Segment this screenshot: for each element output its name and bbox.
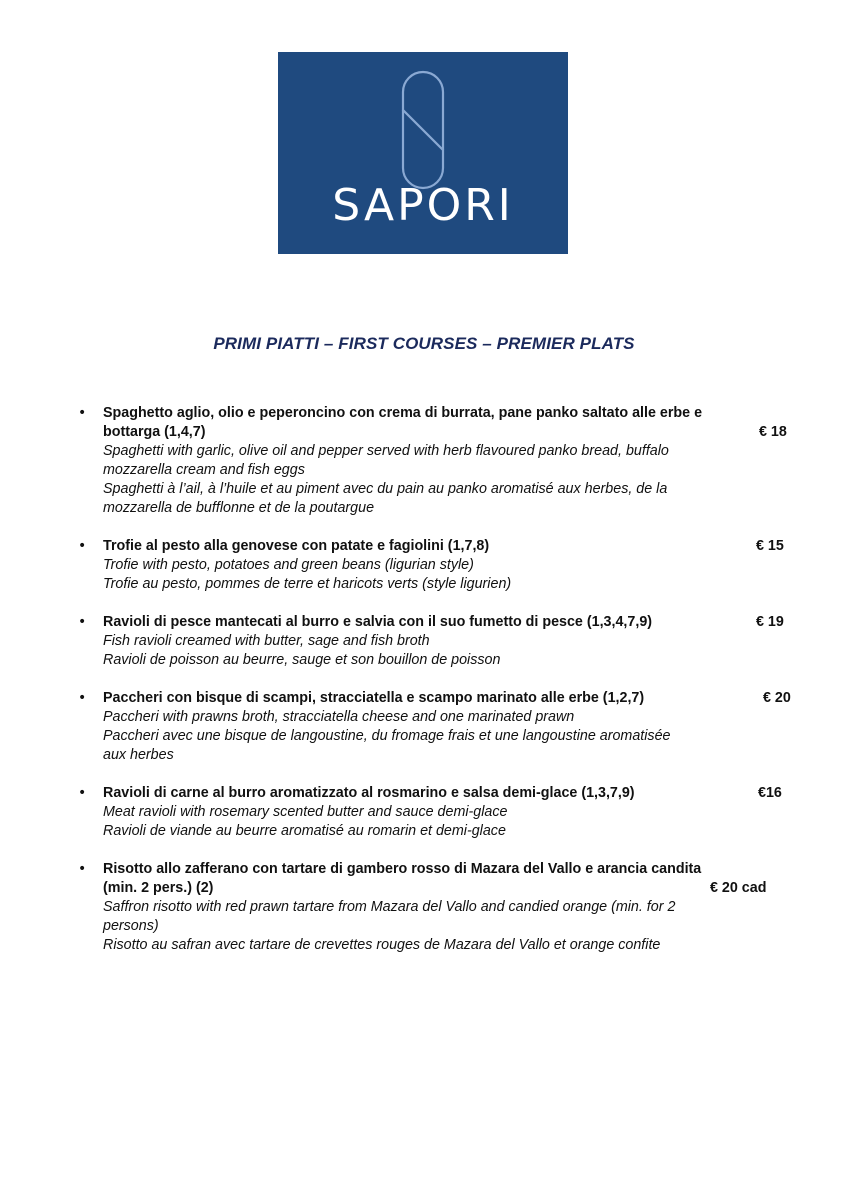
dish-name: Trofie al pesto alla genovese con patate e fagiolini (1,7,8) € 15 (103, 538, 784, 554)
dish-english: Saffron risotto with red prawn tartare from Mazara del Vallo and candied orange (min. for 2 (103, 899, 676, 915)
dish-price: €16 (758, 785, 782, 801)
dish-french: Spaghetti à l’ail, à l’huile et au piment avec du pain au panko aromatisé aux herbes, de la (103, 481, 668, 497)
dish-french: Ravioli de viande au beurre aromatisé au romarin et demi-glace (103, 823, 506, 839)
dish-name: Risotto allo zafferano con tartare di gambero rosso di Mazara del Vallo e arancia candita (103, 861, 702, 877)
bullet-icon: • (78, 690, 87, 706)
dish-english: Trofie with pesto, potatoes and green beans (ligurian style) (103, 557, 474, 573)
bullet-icon: • (78, 538, 87, 554)
dish-english: Meat ravioli with rosemary scented butter and sauce demi-glace (103, 804, 508, 820)
dish-price: € 15 (756, 538, 784, 554)
dish-french: Paccheri avec une bisque de langoustine, du fromage frais et une langoustine aromatisée (103, 728, 671, 744)
dish-english: Paccheri with prawns broth, stracciatella cheese and one marinated prawn (103, 709, 575, 725)
dish-price: € 18 (759, 424, 787, 440)
dish-price: € 19 (756, 614, 784, 630)
menu-item (0, 404, 848, 518)
brand-name: SAPORI (332, 180, 514, 231)
bullet-icon: • (78, 614, 87, 630)
dish-french: Trofie au pesto, pommes de terre et haricots verts (style ligurien) (103, 576, 512, 592)
dish-price: € 20 (763, 690, 791, 706)
bullet-icon: • (78, 861, 87, 877)
dish-english: Spaghetti with garlic, olive oil and pepper served with herb flavoured panko bread, buffalo (103, 443, 669, 459)
dish-french: Risotto au safran avec tartare de crevettes rouges de Mazara del Vallo et orange confite (103, 937, 661, 953)
dish-french: Ravioli de poisson au beurre, sauge et son bouillon de poisson (103, 652, 501, 668)
menu-item (0, 689, 848, 765)
dish-french: mozzarella de bufflonne et de la poutargue (103, 500, 375, 516)
menu-list (0, 404, 848, 974)
menu-item (0, 613, 848, 670)
logo (278, 52, 568, 254)
bullet-icon: • (78, 785, 87, 801)
dish-name: Ravioli di carne al burro aromatizzato al rosmarino e salsa demi-glace (1,3,7,9) €16 (103, 785, 782, 801)
menu-item (0, 784, 848, 841)
dish-english: Fish ravioli creamed with butter, sage and fish broth (103, 633, 430, 649)
page-title: PRIMI PIATTI – FIRST COURSES – PREMIER PLATS (213, 334, 635, 353)
dish-name: bottarga (1,4,7) € 18 (103, 424, 787, 440)
dish-price: € 20 cad (710, 880, 767, 896)
dish-name: Paccheri con bisque di scampi, stracciatella e scampo marinato alle erbe (1,2,7) € 20 (103, 690, 791, 706)
dish-name: Spaghetto aglio, olio e peperoncino con crema di burrata, pane panko saltato alle erbe e (103, 405, 703, 421)
dish-name: (min. 2 pers.) (2) € 20 cad (103, 880, 767, 896)
dish-name: Ravioli di pesce mantecati al burro e salvia con il suo fumetto di pesce (1,3,4,7,9) € 19 (103, 614, 784, 630)
dish-french: aux herbes (103, 747, 174, 763)
menu-item (0, 860, 848, 955)
dish-english: mozzarella cream and fish eggs (103, 462, 305, 478)
dish-english: persons) (103, 918, 159, 934)
menu-item (0, 537, 848, 594)
bullet-icon: • (78, 405, 87, 421)
